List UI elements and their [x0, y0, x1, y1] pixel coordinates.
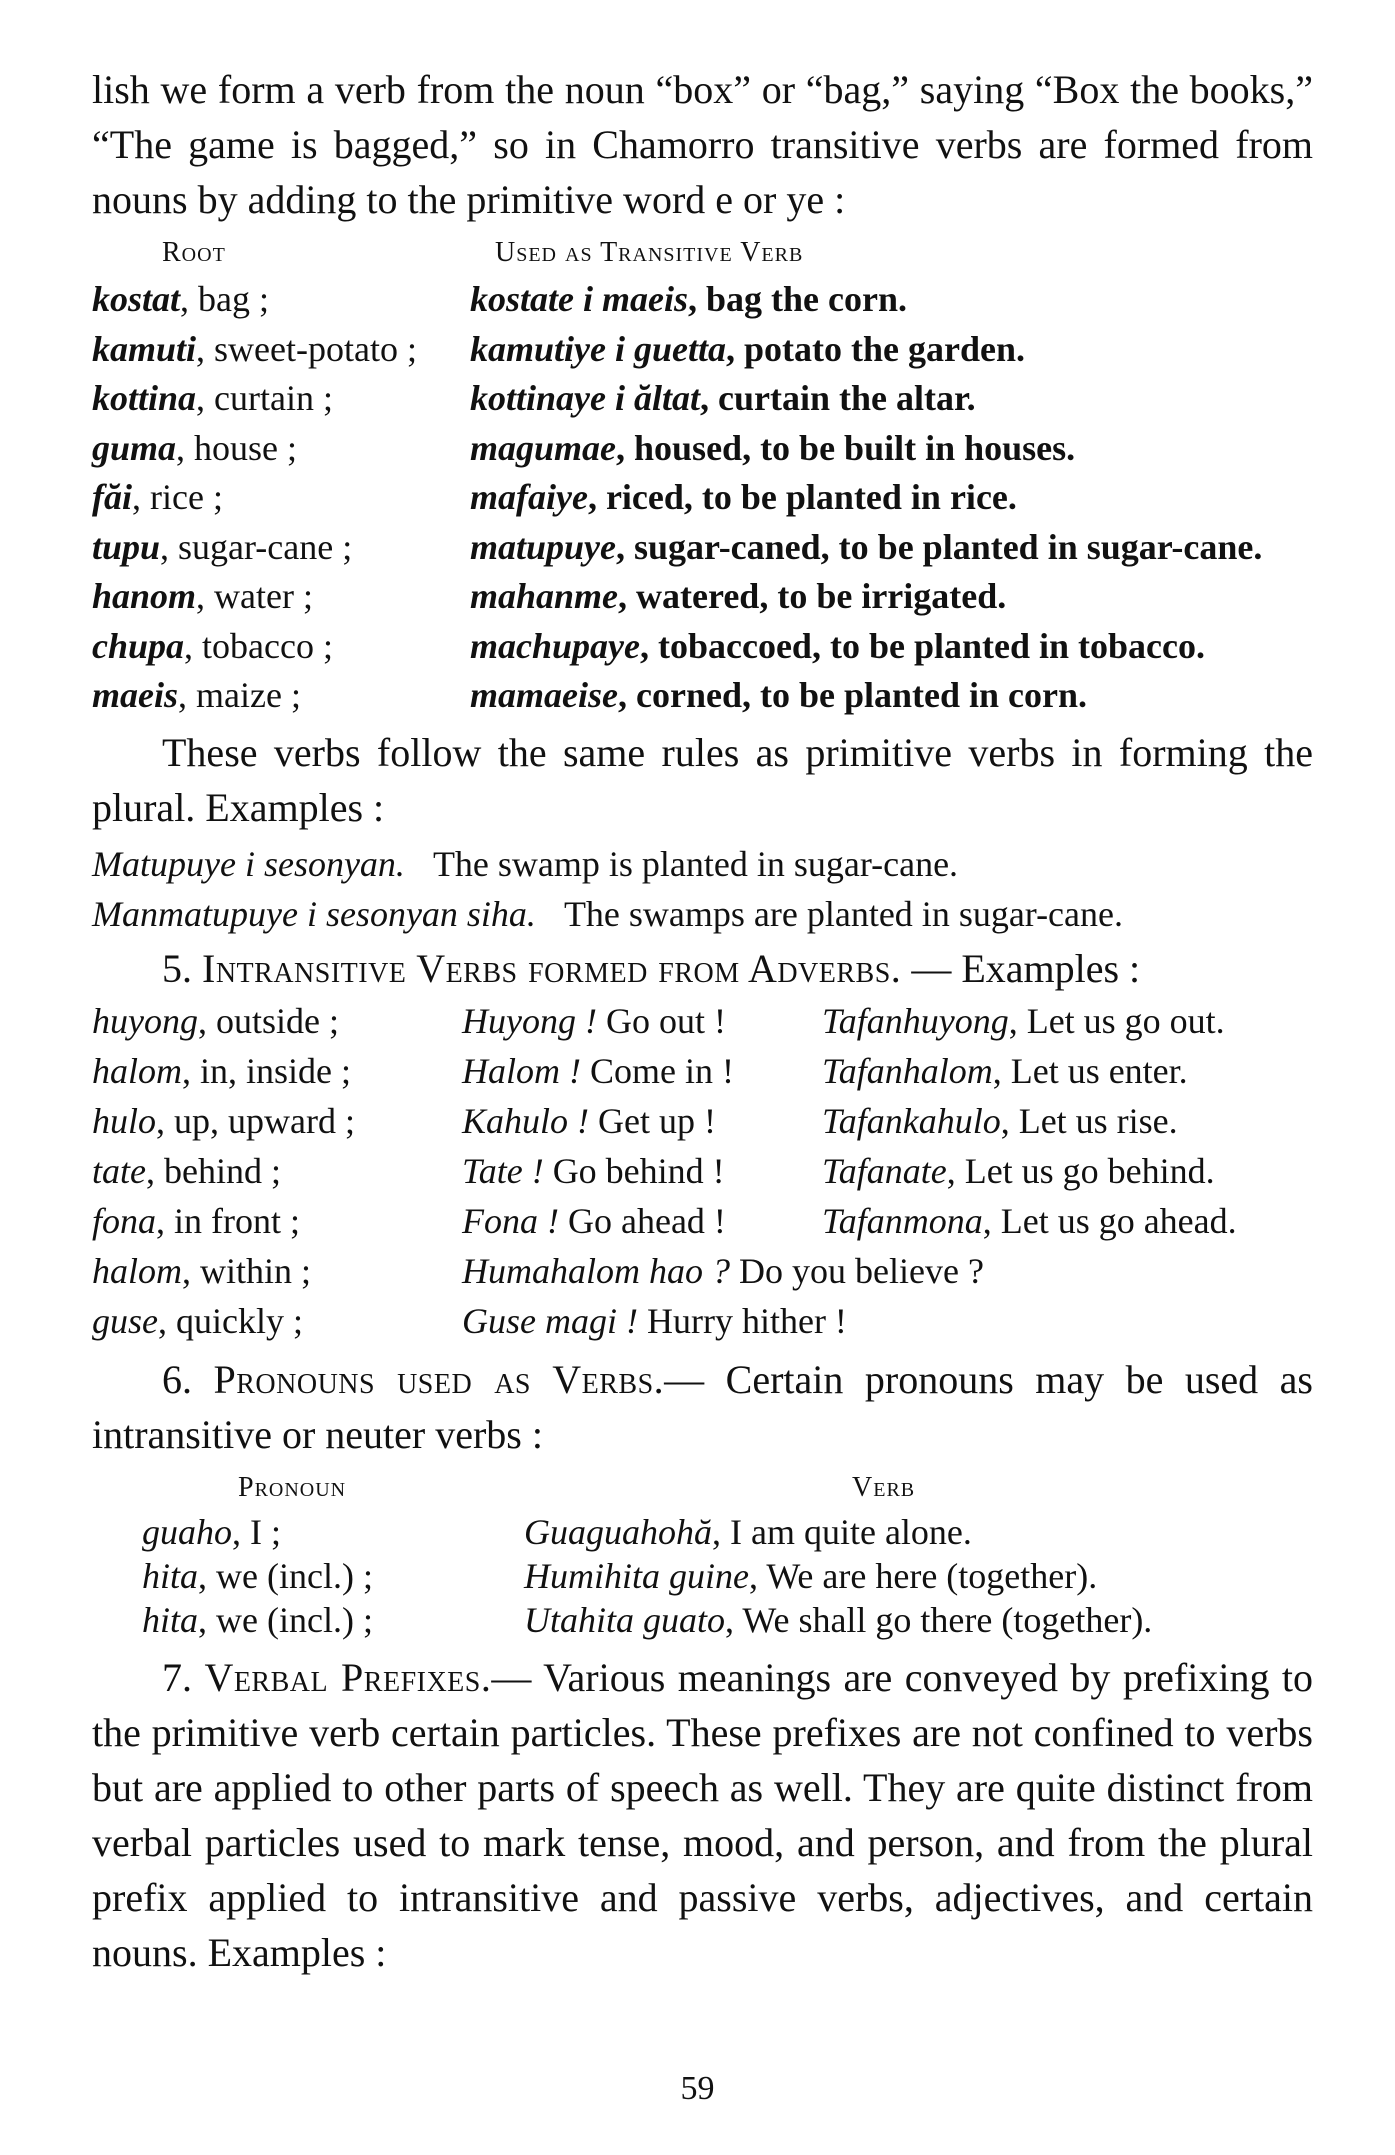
- root-word: hanom: [92, 576, 197, 616]
- section5-lead: — Examples :: [911, 945, 1141, 991]
- adverb-word: huyong: [92, 1000, 198, 1041]
- imperative-form: Halom !: [462, 1050, 581, 1091]
- section6-text: — Certain pronouns may be used as intransitive or neuter verbs :: [92, 1356, 1313, 1457]
- section6-paragraph: [92, 1352, 1313, 1462]
- transitive-verb: machupaye: [470, 625, 640, 666]
- pronoun-verb-gloss: , We are here (together).: [748, 1555, 1098, 1596]
- adverb-gloss: , outside ;: [197, 1000, 339, 1041]
- transitive-verb: kamutiye i guetta: [470, 328, 726, 369]
- adverb-word: halom: [92, 1250, 182, 1291]
- root-verb-table: [92, 275, 1313, 721]
- plural-example-1: [92, 839, 1313, 889]
- table-row: [142, 1510, 1152, 1554]
- plural-example-chamorro: Manmatupuye i sesonyan siha.: [92, 893, 536, 934]
- root-word: maeis: [92, 675, 178, 715]
- table-row: [92, 1246, 1313, 1296]
- root-word: chupa: [92, 625, 185, 666]
- table-row: [92, 473, 1313, 523]
- imperative-form: Kahulo !: [462, 1100, 590, 1141]
- verb-gloss: , bag the corn.: [688, 279, 907, 319]
- table-row: [92, 1096, 1313, 1146]
- imperative-gloss: Come in !: [590, 1050, 734, 1091]
- imperative-form: Fona !: [462, 1200, 559, 1241]
- root-gloss: , house ;: [176, 427, 298, 468]
- table-row: [92, 1296, 1313, 1346]
- transitive-verb: mafaiye: [470, 477, 588, 517]
- phrase-form: Guse magi !: [462, 1300, 638, 1341]
- transitive-verb: magumae: [470, 427, 617, 468]
- verb-gloss: , potato the garden.: [726, 328, 1025, 369]
- table-row: [142, 1598, 1152, 1642]
- pronoun-verb: Utahita guato: [524, 1599, 726, 1640]
- pronoun-word: hita: [142, 1599, 199, 1640]
- table-row: [92, 523, 1313, 573]
- root-gloss: , sugar-cane ;: [160, 526, 353, 567]
- root-word: făi: [92, 477, 132, 517]
- verb-gloss: , housed, to be built in houses.: [616, 427, 1076, 468]
- section7-paragraph: [92, 1650, 1313, 1980]
- intro-paragraph: lish we form a verb from the noun “box” or “bag,” saying “Box the books,” “The game is bagged,” so in Chamorro transitive verbs are formed from nouns by adding to the primitive word e or ye :: [92, 67, 1313, 222]
- root-gloss: , rice ;: [132, 477, 223, 517]
- cohortative-form: Tafanhuyong: [822, 1000, 1009, 1041]
- transitive-verb: kottinaye i ăltat: [470, 378, 700, 418]
- section7-text: — Various meanings are conveyed by prefixing to the primitive verb certain particles. These prefixes are not confined to verbs but are applied to other parts of speech as well. They are quite distinct from verbal particles used to mark tense, mood, and person, and from the plural prefix applied to intransitive and passive verbs, adjectives, and certain nouns. Examples :: [92, 1654, 1314, 1975]
- section7-title: Verbal Prefixes.: [204, 1654, 492, 1700]
- section5-title: Intransitive Verbs formed from Adverbs.: [202, 945, 902, 991]
- pronoun-gloss: , I ;: [232, 1511, 281, 1552]
- adverb-gloss: , quickly ;: [158, 1300, 303, 1341]
- root-word: tupu: [92, 526, 161, 567]
- plural-paragraph: These verbs follow the same rules as primitive verbs in forming the plural. Examples :: [92, 729, 1313, 830]
- phrase-gloss: Do you believe ?: [739, 1250, 984, 1291]
- root-gloss: , tobacco ;: [184, 625, 333, 666]
- imperative-gloss: Go ahead !: [567, 1200, 726, 1241]
- table-row: [92, 1146, 1313, 1196]
- root-gloss: , maize ;: [178, 675, 301, 715]
- section6-number: 6.: [162, 1356, 192, 1402]
- verb-gloss: , curtain the altar.: [700, 378, 976, 418]
- cohortative-form: Tafanmona: [822, 1200, 983, 1241]
- verb-gloss: , tobaccoed, to be planted in tobacco.: [639, 625, 1205, 666]
- transitive-verb: mamaeise: [470, 675, 618, 715]
- page-number: 59: [680, 2070, 715, 2107]
- adverb-gloss: , behind ;: [145, 1150, 281, 1191]
- table-row: [92, 996, 1313, 1046]
- pronoun-verb: Guaguahohă: [524, 1511, 712, 1552]
- adverb-verb-table: [92, 996, 1313, 1346]
- imperative-form: Huyong !: [462, 1000, 597, 1041]
- verb-gloss: , riced, to be planted in rice.: [587, 477, 1017, 517]
- plural-example-chamorro: Matupuye i sesonyan.: [92, 843, 405, 884]
- table-row: [92, 572, 1313, 622]
- table-row: [92, 1196, 1313, 1246]
- table1-head-root: Root: [162, 237, 226, 268]
- pronoun-verb-table: [142, 1510, 1152, 1642]
- phrase-form: Humahalom hao ?: [462, 1250, 730, 1291]
- cohortative-form: Tafanhalom: [822, 1050, 993, 1091]
- verb-gloss: , watered, to be irrigated.: [618, 576, 1007, 616]
- pronoun-gloss: , we (incl.) ;: [198, 1599, 373, 1640]
- plural-examples: [92, 839, 1313, 939]
- section5-heading: [92, 941, 1313, 996]
- imperative-gloss: Get up !: [598, 1100, 716, 1141]
- table1-head-verb: Used as Transitive Verb: [495, 237, 804, 268]
- table-row: [92, 424, 1313, 474]
- table-row: [92, 622, 1313, 672]
- cohortative-gloss: , Let us go behind.: [946, 1150, 1215, 1191]
- table-row: [92, 374, 1313, 424]
- plural-example-english: The swamp is planted in sugar-cane.: [432, 843, 959, 884]
- pronoun-word: guaho: [142, 1511, 232, 1552]
- table-row: [142, 1554, 1152, 1598]
- adverb-word: hulo: [92, 1100, 157, 1141]
- root-gloss: , sweet-potato ;: [196, 328, 417, 369]
- section6-title: Pronouns used as Verbs.: [213, 1356, 665, 1402]
- adverb-gloss: , in, inside ;: [182, 1050, 351, 1091]
- table3-head-verb: Verb: [852, 1471, 916, 1503]
- table-row: [92, 275, 1313, 325]
- cohortative-gloss: , Let us rise.: [1000, 1100, 1178, 1141]
- adverb-word: tate: [92, 1150, 146, 1191]
- table3-head-pronoun: Pronoun: [238, 1471, 347, 1503]
- root-gloss: , curtain ;: [196, 378, 333, 418]
- root-gloss: , bag ;: [180, 279, 269, 319]
- pronoun-word: hita: [142, 1555, 199, 1596]
- transitive-verb: kostate i maeis: [470, 279, 688, 319]
- section5-number: 5.: [162, 945, 192, 991]
- plural-example-2: [92, 889, 1313, 939]
- root-gloss: , water ;: [196, 576, 313, 616]
- imperative-form: Tate !: [462, 1150, 544, 1191]
- verb-gloss: , sugar-caned, to be planted in sugar-cane.: [616, 526, 1263, 567]
- adverb-word: halom: [92, 1050, 182, 1091]
- verb-gloss: , corned, to be planted in corn.: [617, 675, 1087, 715]
- pronoun-verb: Humihita guine: [524, 1555, 749, 1596]
- adverb-word: guse: [92, 1300, 158, 1341]
- transitive-verb: matupuye: [470, 526, 617, 567]
- phrase-gloss: Hurry hither !: [646, 1300, 847, 1341]
- cohortative-form: Tafanate: [822, 1150, 947, 1191]
- cohortative-gloss: , Let us go ahead.: [982, 1200, 1237, 1241]
- table1-header: [92, 231, 1313, 275]
- pronoun-verb-gloss: , I am quite alone.: [712, 1511, 972, 1552]
- cohortative-gloss: , Let us enter.: [992, 1050, 1188, 1091]
- table-row: [92, 1046, 1313, 1096]
- cohortative-form: Tafankahulo: [822, 1100, 1001, 1141]
- plural-example-english: The swamps are planted in sugar-cane.: [563, 893, 1123, 934]
- imperative-gloss: Go behind !: [552, 1150, 725, 1191]
- root-word: kostat: [92, 279, 181, 319]
- pronoun-gloss: , we (incl.) ;: [198, 1555, 373, 1596]
- table3-header: [92, 1466, 1313, 1510]
- adverb-gloss: , in front ;: [156, 1200, 300, 1241]
- section7-number: 7.: [162, 1654, 192, 1700]
- table-row: [92, 325, 1313, 375]
- table-row: [92, 671, 1313, 721]
- adverb-gloss: , up, upward ;: [156, 1100, 355, 1141]
- root-word: guma: [92, 427, 177, 468]
- adverb-gloss: , within ;: [182, 1250, 312, 1291]
- imperative-gloss: Go out !: [605, 1000, 726, 1041]
- transitive-verb: mahanme: [470, 576, 619, 616]
- cohortative-gloss: , Let us go out.: [1008, 1000, 1225, 1041]
- pronoun-verb-gloss: , We shall go there (together).: [725, 1599, 1153, 1640]
- adverb-word: fona: [92, 1200, 157, 1241]
- root-word: kottina: [92, 378, 197, 418]
- root-word: kamuti: [92, 328, 197, 369]
